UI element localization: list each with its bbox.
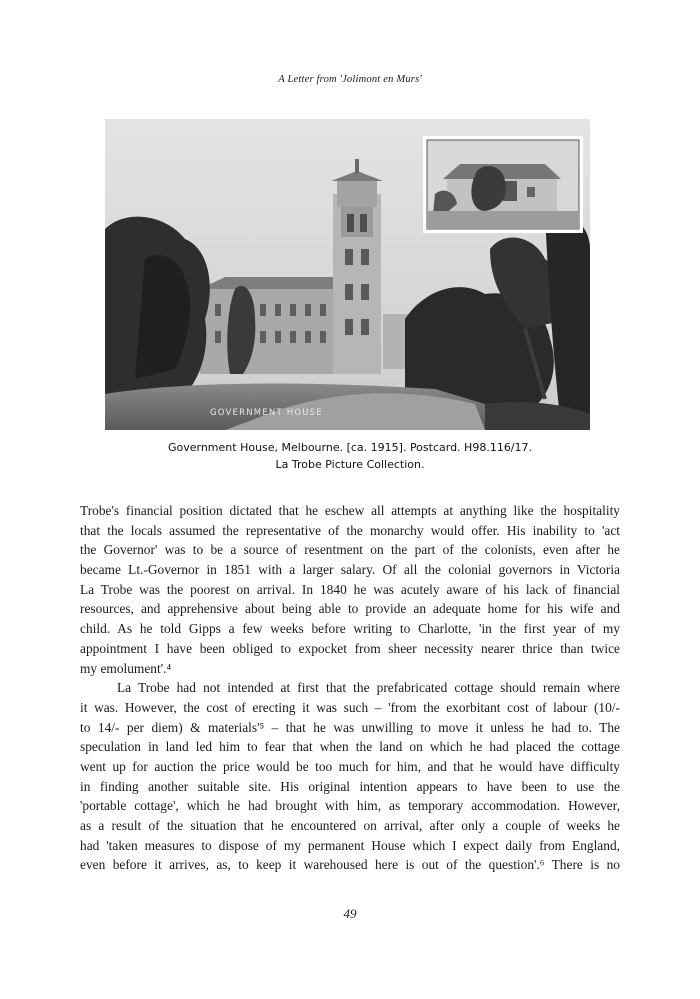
text-line: 'portable cottage', which he had brought with him, as temporary accommodation. However, (80, 798, 620, 814)
text-line: to 14/- per diem) & materials'⁵ – that he was unwilling to move it unless he had to. The (80, 719, 620, 735)
text-line: La Trobe was the poorest on arrival. In 1840 he was acutely aware of his lack of financial (80, 581, 620, 597)
caption-line: La Trobe Picture Collection. (275, 458, 425, 471)
text-line: that the locals assumed the representative of the monarchy would offer. His inability to 'act (80, 522, 620, 538)
paragraph (80, 501, 620, 678)
text-line: child. As he told Gipps a few weeks before writing to Charlotte, 'in the first year of my (80, 621, 620, 637)
text-line: resources, and apprehensive about being able to provide an adequate home for his wife and (80, 601, 620, 617)
text-line: it was. However, the cost of erecting it was such – 'from the exorbitant cost of labour (10/- (80, 699, 620, 715)
text-line: became Lt.-Governor in 1851 with a larger salary. Of all the colonial governors in Victoria (80, 562, 620, 578)
photo-inscription: GOVERNMENT HOUSE (210, 408, 323, 418)
body-text (80, 501, 620, 875)
text-line: in finding another suitable site. His original intention appears to have been to use the (80, 778, 620, 794)
text-line: the Governor' was to be a source of resentment on the part of the colonists, even after he (80, 542, 620, 558)
text-line: appointment I have been obliged to expocket from sheer necessity nearer thrice than twice (80, 640, 620, 656)
paragraph (80, 678, 620, 875)
figure-caption (0, 439, 700, 473)
government-house-photo (105, 119, 590, 430)
page-number: 49 (343, 906, 357, 921)
text-line: La Trobe had not intended at first that the prefabricated cottage should remain where (117, 680, 620, 696)
text-line: had 'taken measures to dispose of my permanent House which I expect daily from England, (80, 837, 620, 853)
running-header: A Letter from 'Jolimont en Murs' (278, 74, 422, 85)
text-line: even before it arrives, as, to keep it warehoused here is out of the question'.⁶ There is no (80, 857, 620, 873)
text-line: Trobe's financial position dictated that he eschew all attempts at anything like the hospitality (80, 503, 620, 518)
text-line: my emolument'.⁴ (80, 660, 172, 676)
caption-line: Government House, Melbourne. [ca. 1915]. Postcard. H98.116/17. (167, 441, 533, 454)
text-line: went up for auction the price would be too much for him, and that he would have difficulty (80, 758, 620, 774)
text-line: speculation in land led him to fear that when the land on which he had placed the cottage (80, 739, 620, 755)
text-line: as a result of the situation that he encountered on arrival, after only a couple of weeks he (80, 818, 620, 833)
